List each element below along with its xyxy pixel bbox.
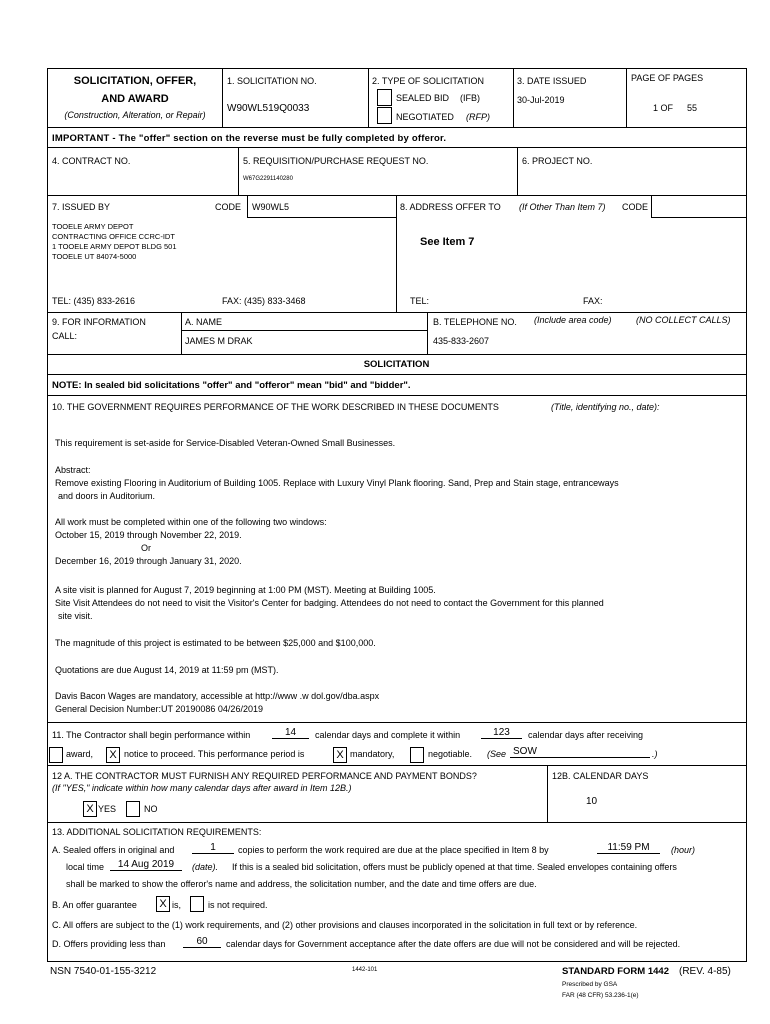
solicitation-heading: SOLICITATION [363, 359, 430, 370]
item11-text: calendar days and complete it within [315, 730, 461, 740]
divider [368, 68, 369, 127]
solicitation-no-label: 1. SOLICITATION NO. [227, 76, 317, 86]
davis-bacon-line: General Decision Number:UT 20190086 04/26/2019 [55, 704, 263, 714]
negotiated-checkbox[interactable] [377, 107, 392, 124]
issuer-fax: FAX: (435) 833-3468 [222, 296, 306, 306]
divider [427, 312, 428, 354]
complete-days-field[interactable]: 123 [481, 727, 522, 739]
item11-text: 11. The Contractor shall begin performance within [52, 730, 251, 740]
divider [222, 68, 223, 127]
telephone-value: 435-833-2607 [433, 336, 490, 346]
date-issued-label: 3. DATE ISSUED [517, 76, 587, 86]
award-label: award, [66, 749, 94, 759]
rule [47, 312, 746, 313]
award-checkbox[interactable] [49, 747, 63, 763]
offer-tel: TEL: [410, 296, 430, 306]
abstract-line: Remove existing Flooring in Auditorium of Building 1005. Replace with Luxury Vinyl Plank flooring. Sand, Prep and Stain stage, entranceways [55, 478, 619, 488]
negotiable-label: negotiable. [428, 749, 473, 759]
bonds-yes-label: YES [98, 804, 117, 814]
sealed-bid-checkbox[interactable] [377, 89, 392, 106]
issuer-line: TOOELE UT 84074-5000 [52, 252, 137, 261]
guarantee-is-label: is, [172, 900, 181, 910]
prescribed-by: Prescribed by GSA [562, 981, 618, 988]
rule [651, 217, 746, 218]
issuer-line: CONTRACTING OFFICE CCRC-IDT [52, 232, 175, 241]
abstract-label: Abstract: [55, 465, 91, 475]
form-title-sub: (Construction, Alteration, or Repair) [64, 110, 206, 120]
due-time-field[interactable]: 11:59 PM [597, 842, 660, 854]
solicitation-type-label: 2. TYPE OF SOLICITATION [372, 76, 485, 86]
see-close: .) [652, 749, 658, 759]
requisition-value: W67G2291140280 [243, 176, 293, 182]
site-visit-line: Site Visit Attendees do not need to visit the Visitor's Center for badging. Attendees do not need to contact the Government for this planned [55, 598, 604, 608]
telephone-hint: (Include area code) [534, 315, 612, 325]
item12a-label: 12 A. THE CONTRACTOR MUST FURNISH ANY REQUIRED PERFORMANCE AND PAYMENT BONDS? [52, 771, 477, 781]
hour-label: (hour) [671, 845, 696, 855]
item13d-text: calendar days for Government acceptance after the date offers are due will not be considered and will be rejected. [226, 939, 681, 949]
begin-days-field[interactable]: 14 [272, 727, 309, 739]
notice-to-proceed-checkbox[interactable]: X [106, 747, 120, 763]
page-total: 55 [687, 103, 698, 113]
item13a-text: shall be marked to show the offeror's name and address, the solicitation number, and the date and time offers are due. [66, 879, 537, 889]
item13c-text: C. All offers are subject to the (1) work requirements, and (2) other provisions and clauses incorporated in the solicitation in full text or by reference. [52, 920, 638, 930]
divider [513, 68, 514, 127]
divider [396, 195, 397, 312]
issuer-line: 1 TOOELE ARMY DEPOT BLDG 501 [52, 242, 177, 251]
item13a-text: If this is a sealed bid solicitation, offers must be publicly opened at that time. Sealed envelopes containing offers [232, 862, 677, 872]
requisition-label: 5. REQUISITION/PURCHASE REQUEST NO. [243, 156, 429, 166]
magnitude-text: The magnitude of this project is estimated to be between $25,000 and $100,000. [55, 638, 376, 648]
negotiated-label: NEGOTIATED [396, 112, 454, 122]
item12b-label: 12B. CALENDAR DAYS [552, 771, 649, 781]
calendar-days-value: 10 [586, 796, 598, 807]
address-code-label: CODE [622, 202, 649, 212]
due-date-field[interactable]: 14 Aug 2019 [110, 859, 182, 871]
divider [238, 147, 239, 195]
divider [517, 147, 518, 195]
abstract-line: and doors in Auditorium. [58, 491, 156, 501]
rule [47, 765, 746, 766]
item13b-text: B. An offer guarantee [52, 900, 137, 910]
no-collect-calls: (NO COLLECT CALLS) [636, 315, 731, 325]
see-reference-field[interactable]: SOW [510, 746, 650, 758]
divider [626, 68, 627, 127]
far-reference: FAR (48 CFR) 53.236-1(e) [562, 992, 639, 999]
rule [181, 330, 427, 331]
quotations-text: Quotations are due August 14, 2019 at 11:59 pm (MST). [55, 665, 279, 675]
see-item-7: See Item 7 [420, 236, 475, 248]
info-label: 9. FOR INFORMATION [52, 317, 146, 327]
form-revision: (REV. 4-85) [679, 966, 731, 977]
bonds-yes-checkbox[interactable]: X [83, 801, 97, 817]
item11-text: calendar days after receiving [528, 730, 644, 740]
acceptance-days-field[interactable]: 60 [183, 936, 221, 948]
contract-no-label: 4. CONTRACT NO. [52, 156, 131, 166]
rule [47, 374, 746, 375]
rule [47, 822, 746, 823]
telephone-label: B. TELEPHONE NO. [433, 317, 517, 327]
divider [547, 765, 548, 822]
site-visit-line: site visit. [58, 611, 93, 621]
issuer-line: TOOELE ARMY DEPOT [52, 222, 134, 231]
divider [181, 312, 182, 354]
rule [47, 395, 746, 396]
name-value: JAMES M DRAK [185, 336, 253, 346]
issued-code-value: W90WL5 [252, 202, 290, 212]
form-title-line1: SOLICITATION, OFFER, [73, 75, 197, 87]
item10-hint: (Title, identifying no., date): [551, 402, 660, 412]
important-notice: IMPORTANT - The "offer" section on the reverse must be fully completed by offeror. [52, 133, 447, 144]
form-name: STANDARD FORM 1442 [562, 966, 669, 977]
divider [247, 195, 248, 217]
see-label: (See [487, 749, 507, 759]
form-code: 1442-101 [352, 967, 378, 973]
solicitation-no-value: W90WL519Q0033 [227, 103, 310, 114]
mandatory-label: mandatory, [350, 749, 395, 759]
guarantee-is-checkbox[interactable]: X [156, 896, 170, 912]
sealed-bid-label: SEALED BID [396, 93, 450, 103]
bonds-no-label: NO [144, 804, 158, 814]
local-time-label: local time [66, 862, 105, 872]
item13a-text: copies to perform the work required are due at the place specified in Item 8 by [238, 845, 549, 855]
site-visit-line: A site visit is planned for August 7, 2019 beginning at 1:00 PM (MST). Meeting at Building 1005. [55, 585, 436, 595]
rule [247, 217, 396, 218]
item13a-text: A. Sealed offers in original and [52, 845, 175, 855]
negotiable-checkbox[interactable] [410, 747, 424, 763]
davis-bacon-line: Davis Bacon Wages are mandatory, accessible at http://www .w dol.gov/dba.aspx [55, 691, 380, 701]
page-of-pages-label: PAGE OF PAGES [631, 73, 704, 83]
info-call-label: CALL: [52, 331, 78, 341]
issued-by-label: 7. ISSUED BY [52, 202, 111, 212]
windows-line: October 15, 2019 through November 22, 2019. [55, 530, 242, 540]
date-issued-value: 30-Jul-2019 [517, 95, 565, 105]
project-no-label: 6. PROJECT NO. [522, 156, 593, 166]
item13-label: 13. ADDITIONAL SOLICITATION REQUIREMENTS: [52, 827, 262, 837]
form-title-line2: AND AWARD [101, 93, 169, 105]
nsn-number: NSN 7540-01-155-3212 [50, 966, 157, 977]
page-number: 1 OF [653, 103, 674, 113]
sealed-bid-abbr: (IFB) [460, 93, 480, 103]
rule [47, 127, 746, 128]
divider [651, 195, 652, 217]
date-label: (date). [192, 862, 219, 872]
windows-line: December 16, 2019 through January 31, 2020. [55, 556, 242, 566]
set-aside-text: This requirement is set-aside for Service-Disabled Veteran-Owned Small Businesses. [55, 438, 396, 448]
item13d-text: D. Offers providing less than [52, 939, 166, 949]
address-offer-hint: (If Other Than Item 7) [519, 202, 606, 212]
address-offer-label: 8. ADDRESS OFFER TO [400, 202, 501, 212]
offer-fax: FAX: [583, 296, 603, 306]
bonds-no-checkbox[interactable] [126, 801, 140, 817]
windows-or: Or [141, 543, 151, 553]
sealed-bid-note: NOTE: In sealed bid solicitations "offer" and "offeror" mean "bid" and "bidder". [52, 380, 411, 391]
negotiated-abbr: (RFP) [466, 112, 490, 122]
notice-label: notice to proceed. This performance period is [124, 749, 305, 759]
windows-line: All work must be completed within one of the following two windows: [55, 517, 327, 527]
issuer-tel: TEL: (435) 833-2616 [52, 296, 136, 306]
guarantee-not-checkbox[interactable] [190, 896, 204, 912]
guarantee-not-label: is not required. [208, 900, 268, 910]
copies-field[interactable]: 1 [192, 842, 234, 854]
item10-label: 10. THE GOVERNMENT REQUIRES PERFORMANCE OF THE WORK DESCRIBED IN THESE DOCUMENTS [52, 402, 499, 412]
issued-code-label: CODE [215, 202, 242, 212]
item12a-hint: (If "YES," indicate within how many calendar days after award in Item 12B.) [52, 783, 352, 793]
mandatory-checkbox[interactable]: X [333, 747, 347, 763]
name-label: A. NAME [185, 317, 223, 327]
rule [47, 722, 746, 723]
rule [47, 147, 746, 148]
rule [47, 354, 746, 355]
